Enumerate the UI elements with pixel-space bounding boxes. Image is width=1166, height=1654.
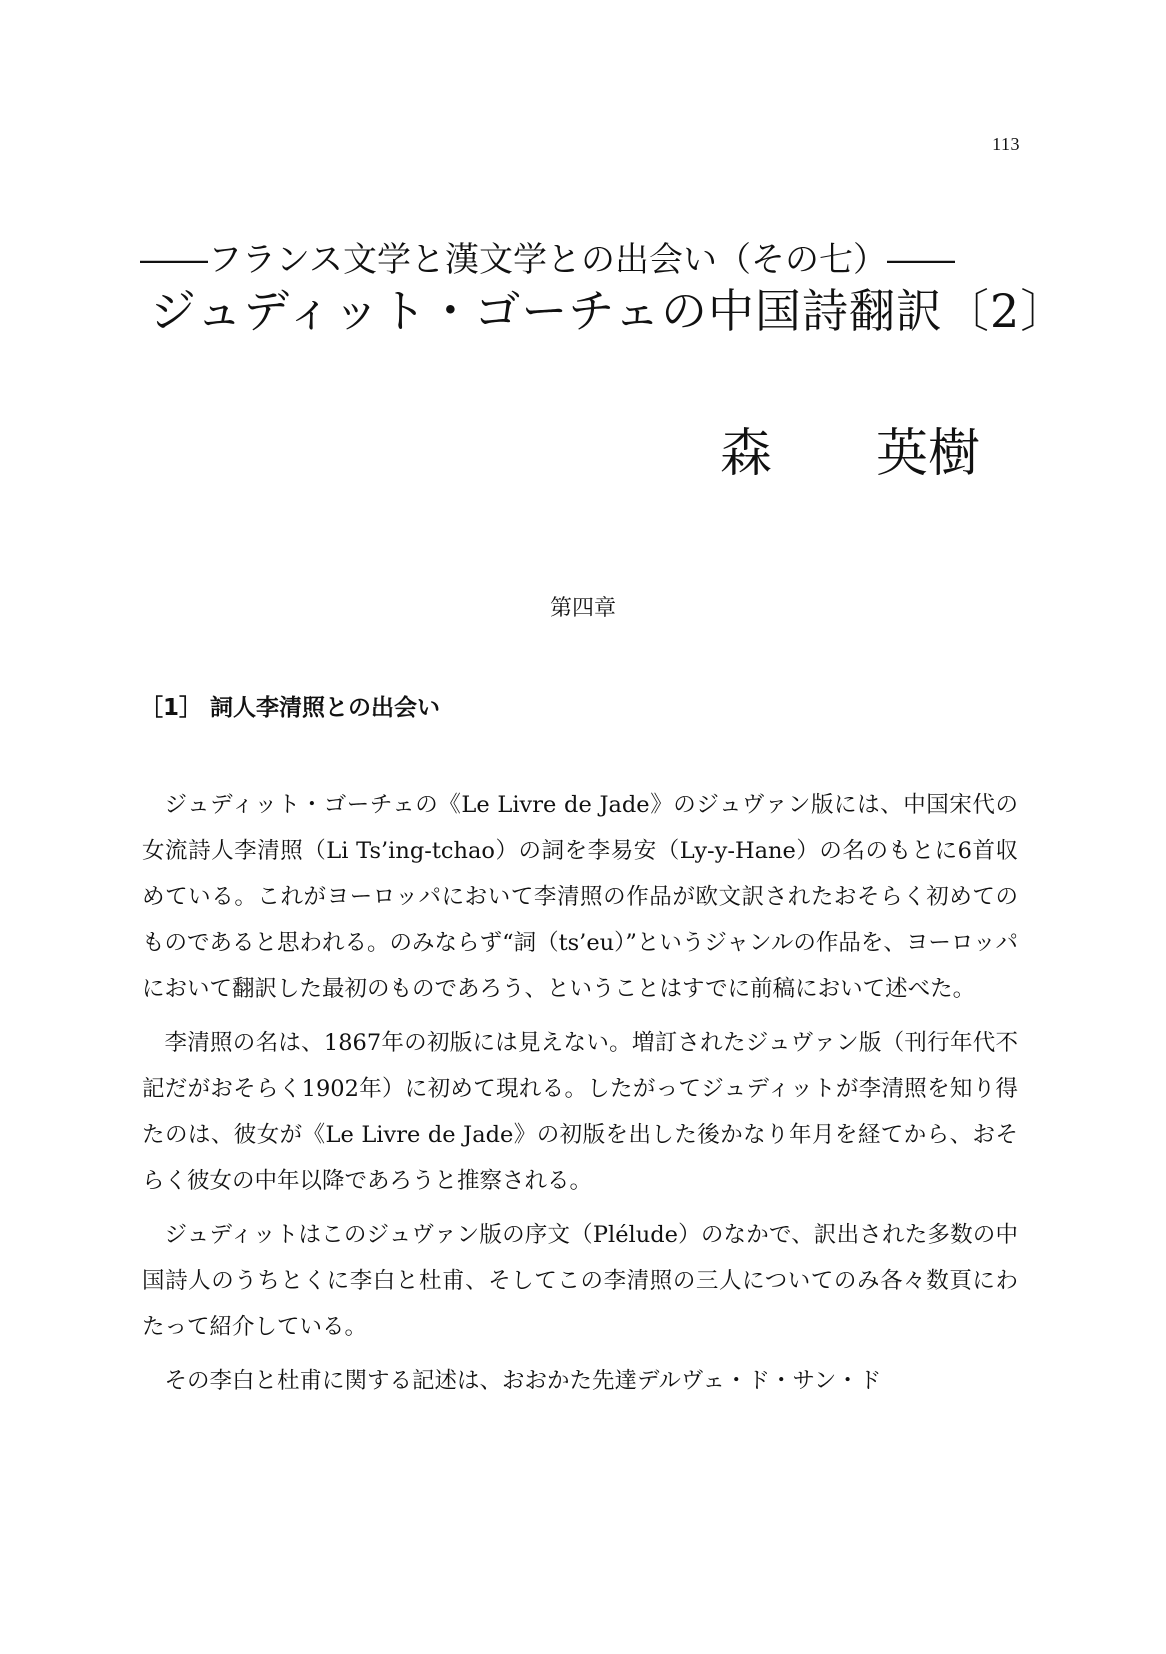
article-title: ジュディット・ゴーチェの中国詩翻訳〔2〕 bbox=[150, 284, 1068, 338]
paragraph: その李白と杜甫に関する記述は、おおかた先達デルヴェ・ド・サン・ド bbox=[164, 1368, 882, 1394]
author-name: 森 英樹 bbox=[720, 424, 981, 484]
chapter-label: 第四章 bbox=[549, 596, 616, 621]
section-heading: ［1］ 詞人李清照との出会い bbox=[140, 695, 441, 721]
paragraph: 李清照の名は、1867年の初版には見えない。増訂されたジュヴァン版（刊行年代不記だがおそらく1902年）に初めて現れる。したがってジュディットが李清照を知り得たのは、彼女が《Le Livre de Jade》の初版を出した後かなり年月を経てから、おそらく彼女の中年以降であろうと推察される。 bbox=[142, 1030, 1018, 1194]
page-number: 113 bbox=[992, 134, 1020, 154]
paragraph: ジュディット・ゴーチェの《Le Livre de Jade》のジュヴァン版には、中国宋代の女流詩人李清照（Li Ts’ing-tchao）の詞を李易安（Ly-y-Hane）の名のもとに6首収めている。これがヨーロッパにおいて李清照の作品が欧文訳されたおそらく初めてのものであると思われる。のみならず“詞（ts’eu）”というジャンルの作品を、ヨーロッパにおいて翻訳した最初のものであろう、ということはすでに前稿において述べた。 bbox=[142, 792, 1018, 1002]
article-subtitle: ――フランス文学と漢文学との出会い（その七）―― bbox=[140, 240, 955, 280]
paragraph: ジュディットはこのジュヴァン版の序文（Plélude）のなかで、訳出された多数の中国詩人のうちとくに李白と杜甫、そしてこの李清照の三人についてのみ各々数頁にわたって紹介している。 bbox=[142, 1222, 1018, 1340]
body-text bbox=[142, 782, 1018, 1412]
